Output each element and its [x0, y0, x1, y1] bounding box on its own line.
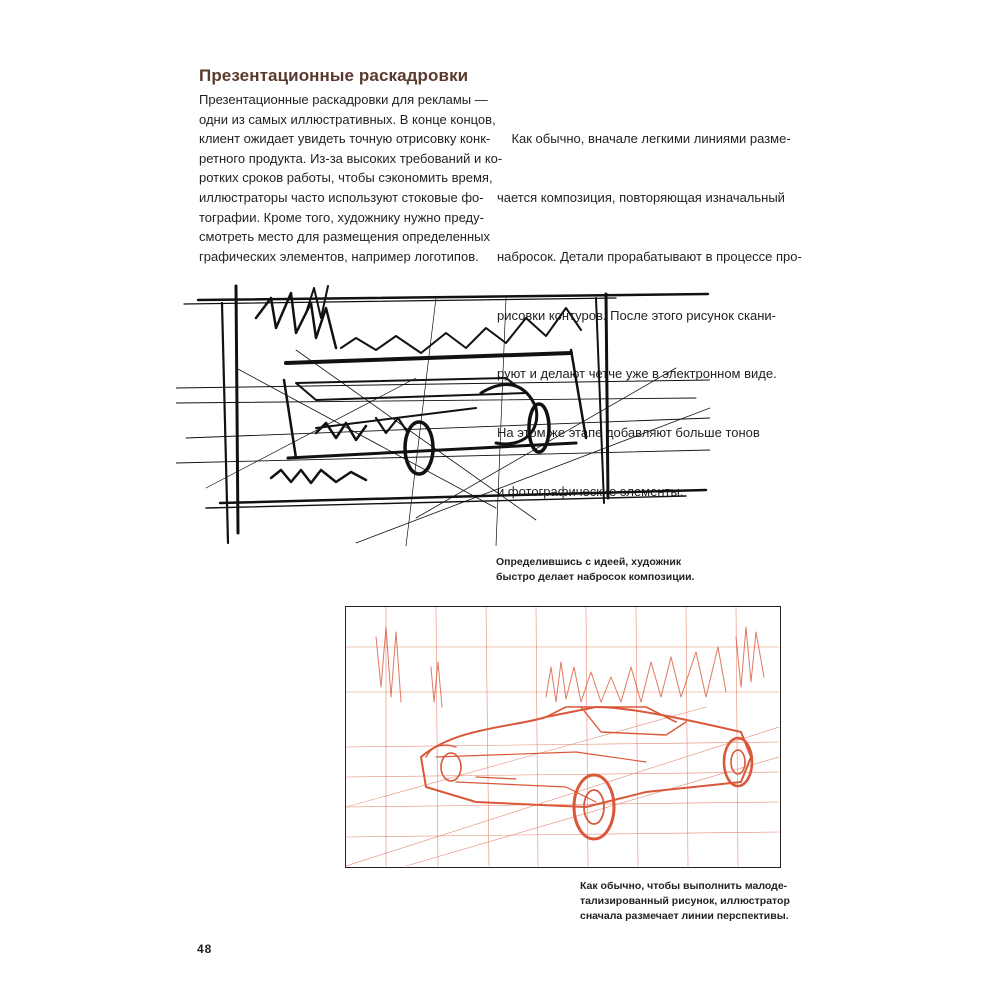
text-line: чается композиция, повторяющая изначальный [497, 189, 785, 205]
text-line: набросок. Детали прорабатывают в процессе про- [497, 248, 802, 264]
text-line: смотреть место для размещения определенных [199, 229, 491, 245]
text-line: ретного продукта. Из-за высоких требований и ко- [199, 150, 503, 166]
figure-caption [580, 879, 790, 924]
text-line: и фотографические элементы. [497, 483, 684, 499]
rough-sketch-figure [176, 258, 710, 546]
text-line: руют и делают четче уже в электронном виде. [497, 366, 777, 382]
text-line: иллюстраторы часто используют стоковые фо- [199, 189, 484, 205]
text-line: тографии. Кроме того, художнику нужно преду- [199, 209, 484, 225]
text-line: На этом же этапе добавляют больше тонов [497, 425, 760, 441]
caption-line: Как обычно, чтобы выполнить малоде- [580, 880, 788, 892]
caption-line: сначала размечает линии перспективы. [580, 910, 789, 922]
perspective-sketch-frame [345, 606, 781, 868]
text-line: Как обычно, вначале легкими линиями разме- [497, 131, 791, 147]
text-line: одни из самых иллюстративных. В конце концов, [199, 111, 496, 127]
caption-line: Определившись с идеей, художник [496, 556, 682, 568]
text-line: рисовки контуров. После этого рисунок скани- [497, 307, 776, 323]
page-number: 48 [197, 942, 213, 956]
text-line: ротких сроков работы, чтобы сэкономить время, [199, 170, 493, 186]
section-heading: Презентационные раскадровки [199, 66, 469, 85]
perspective-sketch-figure [346, 607, 779, 866]
text-line: графических элементов, например логотипов. [199, 248, 479, 264]
text-line: Презентационные раскадровки для рекламы — [199, 92, 488, 107]
body-column-left [199, 90, 503, 266]
text-line: клиент ожидает увидеть точную отрисовку конк- [199, 131, 491, 147]
figure-caption [496, 555, 694, 585]
caption-line: быстро делает набросок композиции. [496, 571, 695, 583]
caption-line: тализированный рисунок, иллюстратор [580, 895, 790, 907]
